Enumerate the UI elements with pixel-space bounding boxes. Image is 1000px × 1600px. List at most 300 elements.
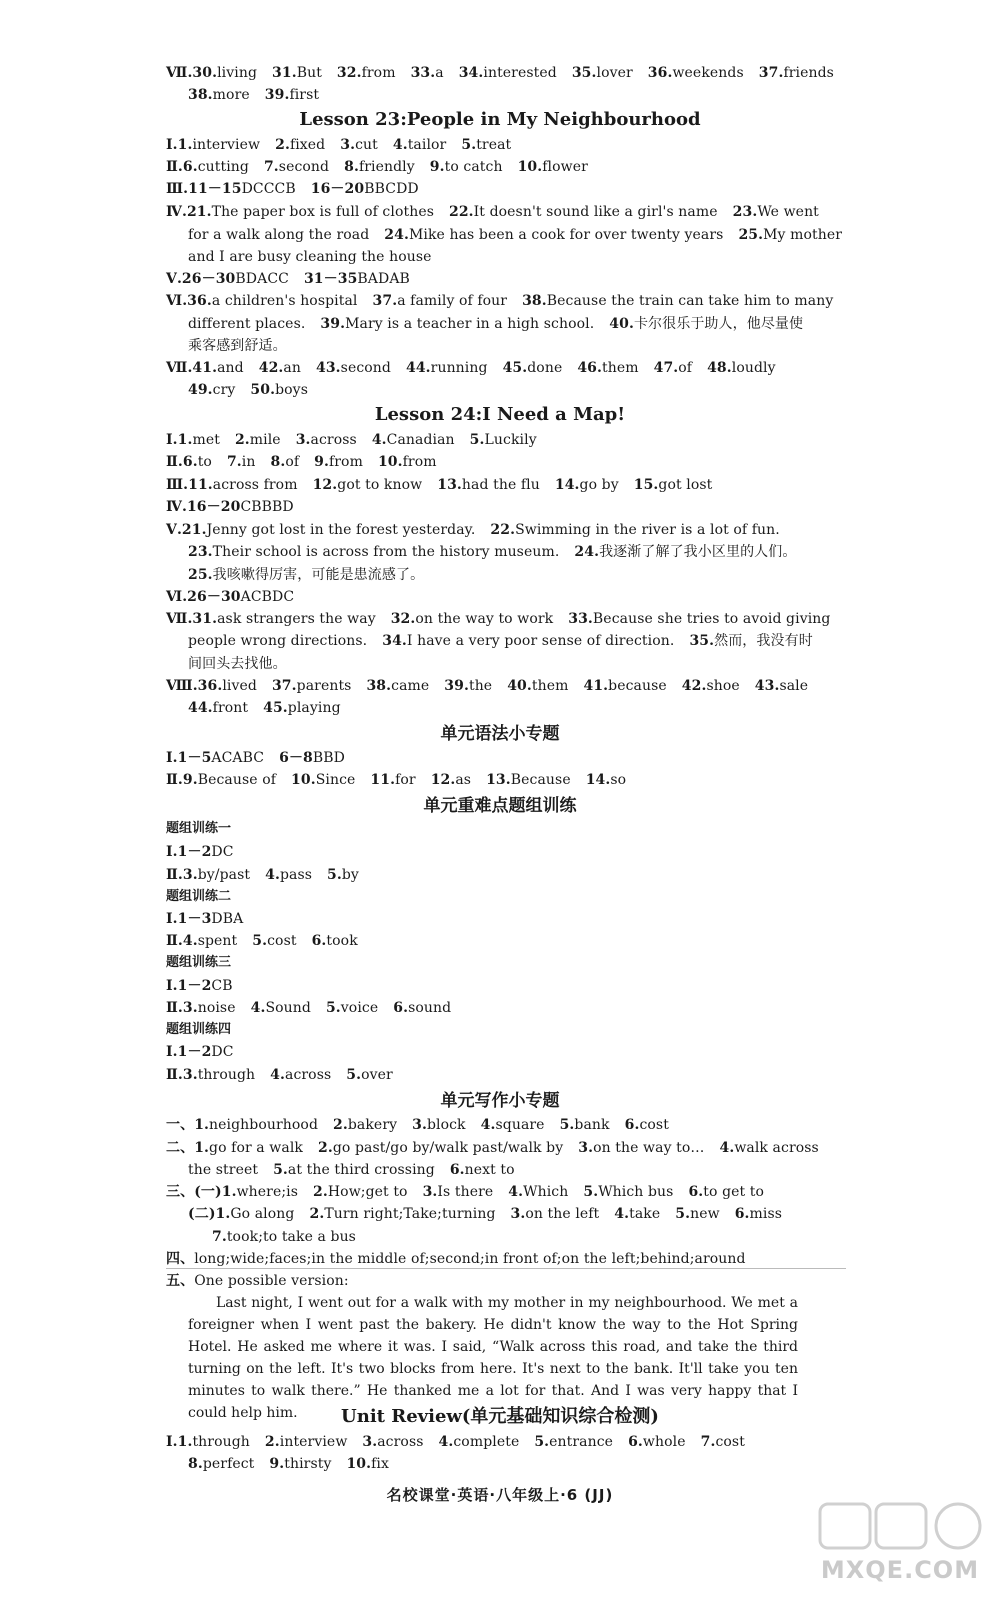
answer-text: Their school is across from the history museum. [212, 544, 560, 560]
question-number: Ⅰ.1－5 [166, 750, 212, 766]
answer-line [188, 543, 796, 561]
question-number: 4. [265, 867, 280, 883]
answer-item [166, 750, 264, 766]
answer-text: 间回头去找他。 [188, 656, 287, 672]
answer-text: Because the train can take him to many [546, 293, 834, 309]
answer-text: miss [749, 1206, 783, 1222]
question-number: 2. [313, 1184, 328, 1200]
question-number: Ⅱ.3. [166, 867, 198, 883]
answer-line [166, 453, 437, 471]
answer-text: people wrong directions. [188, 633, 368, 649]
answer-text: One possible version: [194, 1273, 349, 1289]
answer-item [271, 454, 300, 470]
answer-item [337, 65, 396, 81]
answer-item [314, 454, 363, 470]
answer-text: from [361, 65, 396, 81]
answer-text: square [495, 1117, 545, 1133]
question-number: 10. [517, 159, 543, 175]
question-number: 24. [574, 544, 600, 560]
answer-item [313, 477, 423, 493]
answer-item [701, 1434, 745, 1450]
answer-item [166, 1117, 318, 1133]
answer-item [188, 633, 367, 649]
question-number: 13. [437, 477, 462, 493]
answer-text: Mike has been a cook for over twenty years [408, 227, 724, 243]
answer-item [508, 1184, 568, 1200]
question-number: 8. [270, 454, 286, 470]
answer-text: cut [355, 137, 378, 153]
question-number: 6. [393, 1000, 409, 1016]
answer-item [738, 227, 842, 243]
key-points-heading: 单元重难点题组训练 [423, 796, 577, 816]
question-number: Ⅱ.3. [166, 1067, 198, 1083]
answer-text: across [310, 432, 357, 448]
answer-line [166, 749, 345, 767]
answer-item [270, 1067, 331, 1083]
question-number: 45. [263, 700, 288, 716]
answer-text: Luckily [484, 432, 537, 448]
answer-item [166, 204, 434, 220]
question-number: 42. [681, 678, 707, 694]
answer-text: BDACC [235, 271, 289, 287]
answer-item [755, 678, 808, 694]
answer-line [166, 180, 419, 198]
answer-text: got to know [337, 477, 423, 493]
question-number: Ⅰ.1－2 [166, 978, 212, 994]
answer-text: flower [542, 159, 588, 175]
answer-item [312, 933, 358, 949]
answer-text: and I are busy cleaning the house [188, 249, 432, 265]
question-number: 22. [490, 522, 516, 538]
answer-item [689, 633, 812, 649]
answer-text: 然而，我没有时 [714, 633, 813, 649]
question-number: 4. [480, 1117, 496, 1133]
answer-item [188, 700, 248, 716]
question-number: 40. [507, 678, 532, 694]
answer-item [384, 227, 723, 243]
answer-line [166, 203, 819, 221]
answer-text: an [283, 360, 301, 376]
question-number: 31－35 [303, 271, 358, 287]
answer-item [166, 137, 260, 153]
answer-item [166, 611, 376, 627]
answer-item [373, 293, 508, 309]
answer-line [166, 677, 808, 695]
question-number: Ⅶ.30. [166, 65, 218, 81]
answer-line [188, 1205, 782, 1223]
question-number: 3. [295, 432, 311, 448]
answer-text: 乘客感到舒适。 [188, 338, 287, 354]
answer-item [188, 567, 424, 583]
answer-text: It doesn't sound like a girl's name [473, 204, 718, 220]
answer-item [759, 65, 834, 81]
answer-text: I have a very poor sense of direction. [406, 633, 675, 649]
question-number: Ⅰ.1. [166, 137, 193, 153]
answer-item [470, 432, 537, 448]
answer-item [166, 1067, 255, 1083]
group-drill-4-label: 题组训练四 [166, 1022, 232, 1037]
answer-line [166, 1066, 393, 1084]
answer-text: fix [371, 1456, 389, 1472]
question-number: Ⅱ.6. [166, 454, 198, 470]
answer-text: different places. [188, 316, 306, 332]
answer-text: BADAB [357, 271, 410, 287]
question-number: 37. [372, 293, 398, 309]
question-number: 25. [188, 567, 213, 583]
answer-item [560, 1117, 610, 1133]
answer-text: more [212, 87, 250, 103]
answer-text: Because she tries to avoid giving [592, 611, 831, 627]
question-number: 3. [362, 1434, 378, 1450]
answer-text: on the way to… [593, 1140, 705, 1156]
answer-item [682, 678, 740, 694]
question-number: 5. [273, 1162, 288, 1178]
question-number: Ⅱ.6. [166, 159, 198, 175]
answer-text: playing [287, 700, 341, 716]
answer-text: Because of [197, 772, 277, 788]
answer-item [188, 316, 305, 332]
question-number: 2. [234, 432, 250, 448]
question-number: 12. [430, 772, 456, 788]
question-number: 4. [508, 1184, 524, 1200]
question-number: 7. [700, 1434, 716, 1450]
question-number: 15. [633, 477, 659, 493]
answer-item [166, 1140, 303, 1156]
answer-text: where;is [236, 1184, 299, 1200]
answer-text: Is there [437, 1184, 494, 1200]
question-number: 7. [212, 1229, 227, 1245]
answer-line [188, 337, 287, 355]
question-number: 37. [758, 65, 784, 81]
question-number: 3. [422, 1184, 438, 1200]
answer-item [461, 137, 511, 153]
answer-text: Turn right;Take;turning [324, 1206, 496, 1222]
question-number: 37. [271, 678, 297, 694]
answer-item [522, 293, 833, 309]
question-number: 43. [754, 678, 780, 694]
answer-line [166, 476, 712, 494]
answer-item [296, 432, 357, 448]
question-number: 3. [510, 1206, 526, 1222]
answer-item [235, 432, 281, 448]
answer-line [166, 843, 234, 861]
answer-text: Which bus [598, 1184, 674, 1200]
answer-item [391, 611, 554, 627]
question-number: 44. [188, 700, 213, 716]
answer-line [166, 999, 451, 1017]
answer-line [166, 610, 830, 628]
question-number: Ⅰ.1－3 [166, 911, 212, 927]
answer-line [212, 1228, 356, 1246]
answer-item [378, 454, 437, 470]
answer-item [252, 933, 296, 949]
question-number: 47. [653, 360, 679, 376]
answer-item [279, 750, 345, 766]
answer-text: them [531, 678, 569, 694]
answer-item [269, 1456, 331, 1472]
question-number: 7. [263, 159, 279, 175]
question-number: 5. [583, 1184, 599, 1200]
answer-line [166, 588, 294, 606]
answer-text: interested [483, 65, 557, 81]
question-number: 49. [188, 382, 213, 398]
answer-item [654, 360, 692, 376]
question-number: Ⅳ.21. [166, 204, 212, 220]
answer-text: second [340, 360, 391, 376]
answer-text: of [678, 360, 693, 376]
answer-text: ACBDC [240, 589, 295, 605]
answer-item [166, 1044, 234, 1060]
answer-line [166, 1183, 764, 1201]
answer-item [166, 293, 358, 309]
question-number: 6. [311, 933, 327, 949]
answer-item [430, 159, 503, 175]
answer-text: across [377, 1434, 424, 1450]
answer-text: loudly [731, 360, 776, 376]
answer-text: lover [596, 65, 633, 81]
question-number: 2. [309, 1206, 325, 1222]
answer-item [735, 1206, 782, 1222]
question-number: 50. [250, 382, 276, 398]
question-number: 16－20 [310, 181, 365, 197]
question-number: Ⅱ.4. [166, 933, 198, 949]
answer-item [583, 1184, 673, 1200]
answer-text: to [197, 454, 212, 470]
answer-line [188, 381, 308, 399]
answer-text: The paper box is full of clothes [211, 204, 434, 220]
answer-item [166, 867, 250, 883]
question-number: Ⅵ.26－30 [166, 589, 241, 605]
answer-item [507, 678, 568, 694]
answer-item [568, 611, 830, 627]
answer-text: front [212, 700, 249, 716]
question-number: 9. [269, 1456, 285, 1472]
question-number: Ⅰ.1－2 [166, 1044, 212, 1060]
answer-item [166, 65, 257, 81]
answer-item [166, 772, 276, 788]
answer-text: from [328, 454, 363, 470]
answer-item [327, 867, 359, 883]
answer-text: through [192, 1434, 250, 1450]
question-number: 39. [264, 87, 290, 103]
lesson-24-heading: Lesson 24:I Need a Map! [374, 404, 626, 425]
answer-item [346, 1067, 393, 1083]
answer-text: so [610, 772, 627, 788]
answer-line [166, 1043, 234, 1061]
answer-line [166, 292, 833, 310]
answer-text: running [430, 360, 488, 376]
question-number: 10. [377, 454, 403, 470]
question-number: Ⅰ.1. [166, 1434, 193, 1450]
answer-text: at the third crossing [287, 1162, 435, 1178]
question-number: 10. [291, 772, 316, 788]
answer-text: boys [275, 382, 308, 398]
question-number: 25. [738, 227, 764, 243]
question-number: 2. [275, 137, 290, 153]
answer-text: for [395, 772, 416, 788]
answer-line [188, 699, 341, 717]
answer-text: shoe [706, 678, 740, 694]
answer-text: treat [476, 137, 512, 153]
answer-text: 卡尔很乐于助人，他尽量使 [633, 316, 804, 332]
answer-item [459, 65, 557, 81]
answer-item [614, 1206, 660, 1222]
answer-text: BBCDD [364, 181, 419, 197]
question-number: Ⅵ.36. [166, 293, 212, 309]
answer-text: done [527, 360, 563, 376]
answer-text: cost [267, 933, 297, 949]
question-number: 2. [264, 1434, 280, 1450]
answer-line [188, 248, 432, 266]
question-number: Ⅰ.1－2 [166, 844, 212, 860]
answer-text: mile [249, 432, 281, 448]
answer-text: through [197, 1067, 256, 1083]
question-number: 三、(一)1. [166, 1184, 237, 1200]
question-number: 5. [252, 933, 268, 949]
question-number: Ⅳ.16－20 [166, 499, 241, 515]
answer-text: and [217, 360, 244, 376]
question-number: 2. [318, 1140, 333, 1156]
answer-text: walk across [734, 1140, 819, 1156]
question-number: 6. [449, 1162, 465, 1178]
answer-item [275, 137, 325, 153]
question-number: 9. [314, 454, 329, 470]
answer-text: BBD [312, 750, 346, 766]
question-number: 39. [444, 678, 469, 694]
answer-text: cost [715, 1434, 745, 1450]
answer-text: because [608, 678, 667, 694]
answer-item [490, 522, 779, 538]
answer-text: new [690, 1206, 720, 1222]
answer-text: CBBBD [240, 499, 294, 515]
answer-line [166, 359, 776, 377]
question-number: Ⅷ.36. [166, 678, 223, 694]
answer-text: friendly [358, 159, 415, 175]
question-number: 五、 [166, 1273, 195, 1289]
answer-text: across from [212, 477, 298, 493]
unit-review-heading: Unit Review(单元基础知识综合检测) [341, 1406, 659, 1427]
answer-item [450, 1162, 515, 1178]
answer-text: the street [188, 1162, 259, 1178]
answer-item [265, 87, 319, 103]
answer-text: took [326, 933, 358, 949]
answer-item [263, 700, 341, 716]
answer-text: neighbourhood [209, 1117, 319, 1133]
answer-item [586, 772, 627, 788]
question-number: Ⅶ.31. [166, 611, 218, 627]
answer-item [444, 678, 492, 694]
answer-text: got lost [658, 477, 713, 493]
answer-text: How;get to [327, 1184, 408, 1200]
answer-text: fixed [289, 137, 326, 153]
answer-item [634, 477, 713, 493]
question-number: 4. [250, 1000, 266, 1016]
question-number: 5. [325, 1000, 341, 1016]
answer-item [166, 360, 244, 376]
question-number: 6. [624, 1117, 640, 1133]
question-number: 7. [226, 454, 242, 470]
question-number: 32. [390, 611, 416, 627]
answer-item [449, 204, 718, 220]
answer-text: We went [757, 204, 819, 220]
question-number: 一、1. [166, 1117, 210, 1133]
question-number: 40. [609, 316, 634, 332]
answer-item [212, 1229, 356, 1245]
section-divider [166, 1268, 846, 1269]
answer-item [166, 454, 212, 470]
question-number: Ⅲ.11－15 [166, 181, 242, 197]
answer-text: entrance [549, 1434, 614, 1450]
answer-text: in [241, 454, 256, 470]
answer-text: Jenny got lost in the forest yesterday. [206, 522, 476, 538]
answer-item [291, 772, 355, 788]
answer-item [188, 544, 559, 560]
answer-text: Go along [230, 1206, 295, 1222]
question-number: 8. [344, 159, 359, 175]
answer-item [518, 159, 588, 175]
answer-item [272, 678, 352, 694]
answer-text: met [192, 432, 220, 448]
answer-item [313, 1184, 408, 1200]
answer-item [628, 1434, 686, 1450]
answer-text: pass [279, 867, 313, 883]
question-number: 6. [628, 1434, 643, 1450]
answer-line [166, 521, 780, 539]
answer-item [346, 1456, 389, 1472]
answer-text: the [468, 678, 493, 694]
answer-line [166, 977, 233, 995]
question-number: 31. [272, 65, 297, 81]
question-number: 34. [382, 633, 407, 649]
answer-text: as [455, 772, 472, 788]
answer-text: bakery [347, 1117, 398, 1133]
answer-line [166, 1139, 819, 1157]
answer-line [166, 431, 537, 449]
answer-item [166, 1434, 250, 1450]
question-number: 23. [188, 544, 213, 560]
answer-line [166, 1116, 669, 1134]
answer-item [675, 1206, 719, 1222]
answer-item [166, 271, 289, 287]
question-number: Ⅲ.11. [166, 477, 213, 493]
question-number: 39. [320, 316, 346, 332]
question-number: 4. [270, 1067, 285, 1083]
answer-text: But [296, 65, 322, 81]
question-number: 33. [410, 65, 436, 81]
answer-item [166, 181, 296, 197]
answer-item [311, 181, 419, 197]
answer-item [188, 87, 250, 103]
answer-text: sale [779, 678, 809, 694]
answer-item [265, 1434, 347, 1450]
question-number: 3. [340, 137, 356, 153]
question-number: Ⅴ.21. [166, 522, 207, 538]
answer-item [534, 1434, 613, 1450]
group-drill-2-label: 题组训练二 [166, 889, 232, 904]
answer-item [318, 1140, 563, 1156]
answer-item [166, 432, 220, 448]
answer-item [273, 1162, 435, 1178]
answer-item [188, 656, 287, 672]
question-number: 23. [732, 204, 758, 220]
question-number: 6. [688, 1184, 704, 1200]
answer-line [166, 136, 511, 154]
answer-text: next to [464, 1162, 515, 1178]
answer-item [437, 477, 540, 493]
question-number: 4. [438, 1434, 454, 1450]
answer-item [578, 1140, 704, 1156]
answer-text: block [426, 1117, 466, 1133]
